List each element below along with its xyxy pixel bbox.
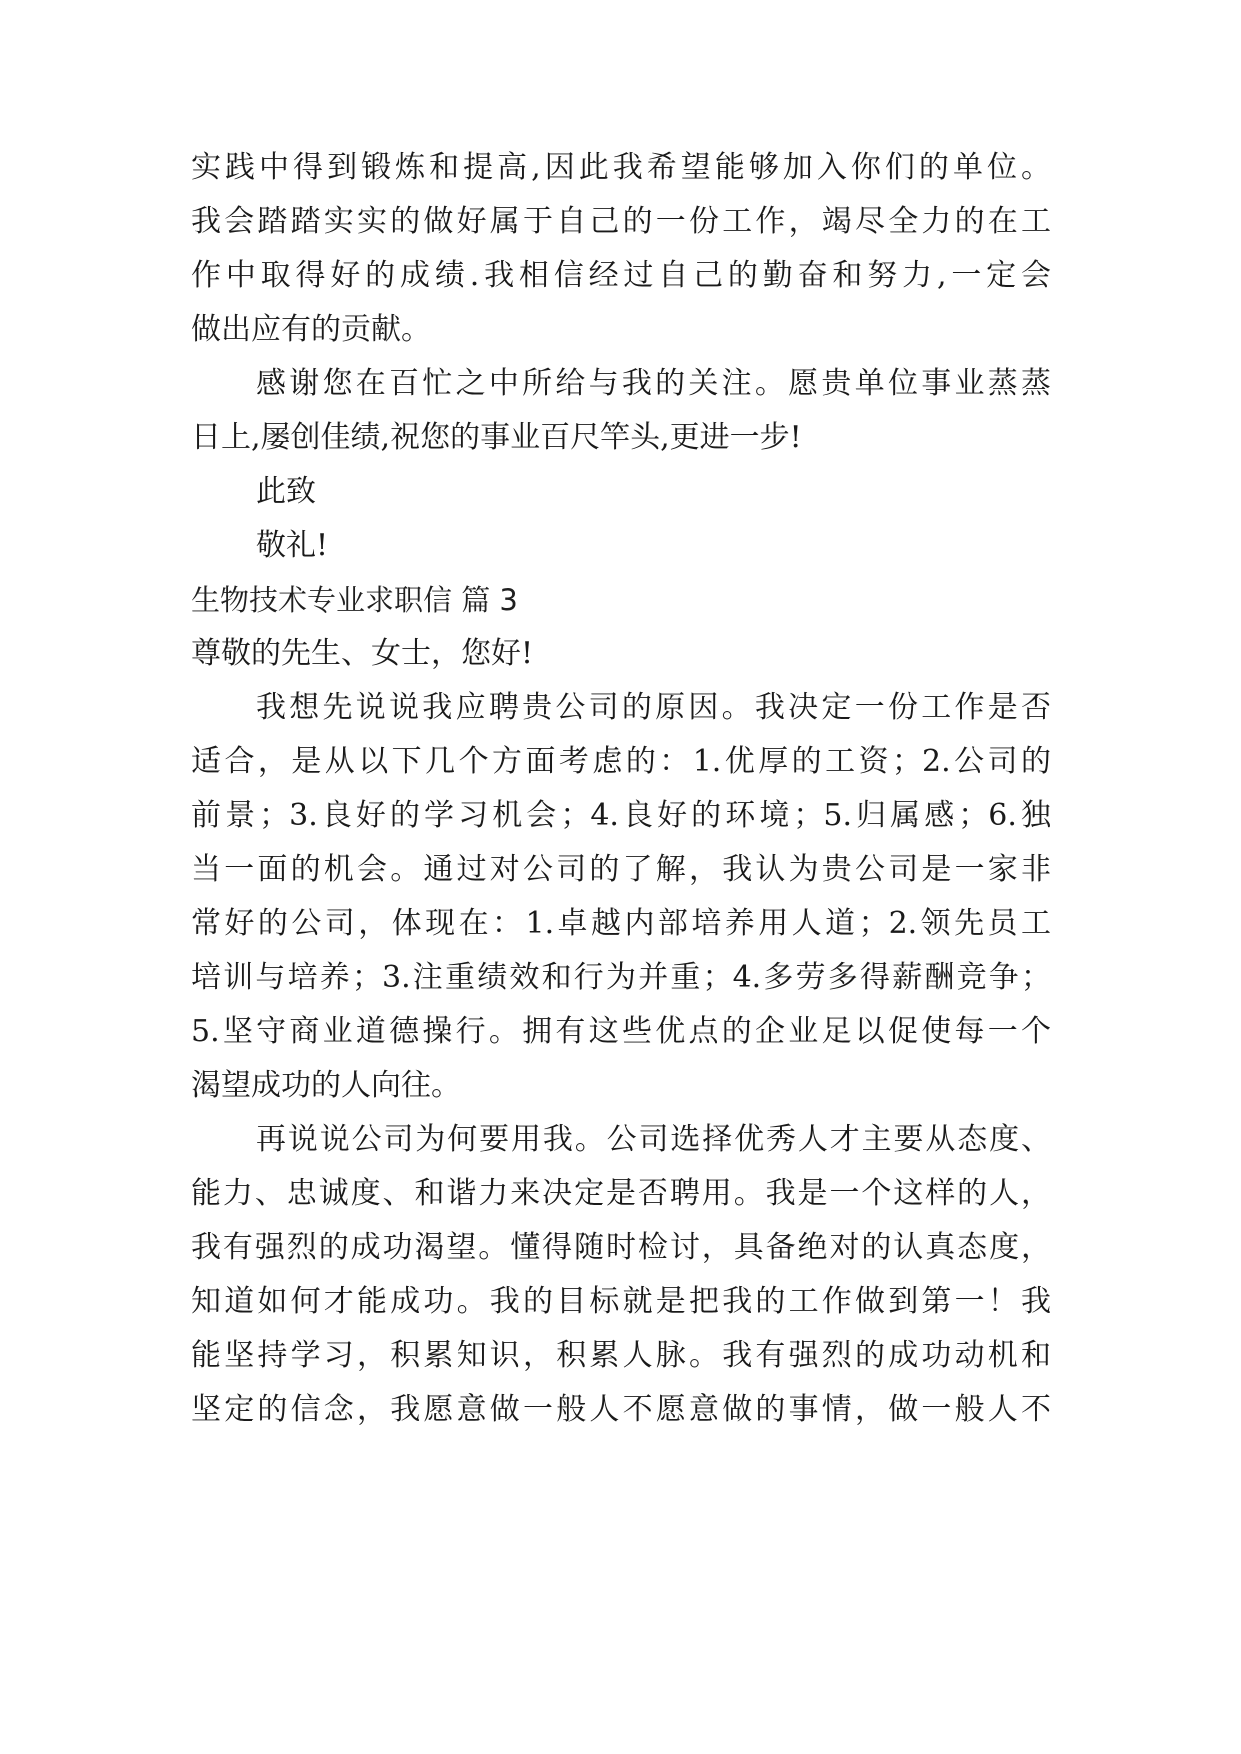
text-line: 再说说公司为何要用我。公司选择优秀人才主要从态度、: [256, 1122, 1051, 1157]
text-line: 前景；3.良好的学习机会；4.良好的环境；5.归属感；6.独: [191, 798, 1051, 833]
greeting: 尊敬的先生、女士，您好!: [191, 636, 534, 671]
text-line: 5.坚守商业道德操行。拥有这些优点的企业足以促使每一个: [191, 1014, 1051, 1049]
text-line: 我会踏踏实实的做好属于自己的一份工作，竭尽全力的在工: [191, 204, 1051, 239]
text-line: 适合，是从以下几个方面考虑的：1.优厚的工资；2.公司的: [191, 744, 1051, 779]
text-line: 日上,屡创佳绩,祝您的事业百尺竿头,更进一步!: [191, 420, 802, 455]
text-line: 知道如何才能成功。我的目标就是把我的工作做到第一！我: [191, 1284, 1051, 1319]
text-line: 当一面的机会。通过对公司的了解，我认为贵公司是一家非: [191, 852, 1051, 887]
text-line: 常好的公司，体现在：1.卓越内部培养用人道；2.领先员工: [191, 906, 1051, 941]
text-line: 实践中得到锻炼和提高,因此我希望能够加入你们的单位。: [191, 150, 1051, 185]
text-line: 渴望成功的人向往。: [191, 1068, 461, 1103]
closing-regards: 敬礼!: [256, 528, 329, 563]
text-line: 能力、忠诚度、和谐力来决定是否聘用。我是一个这样的人，: [191, 1176, 1051, 1211]
text-line: 感谢您在百忙之中所给与我的关注。愿贵单位事业蒸蒸: [256, 366, 1051, 401]
closing-salutation: 此致: [256, 474, 316, 509]
text-line: 能坚持学习，积累知识，积累人脉。我有强烈的成功动机和: [191, 1338, 1051, 1373]
text-line: 我想先说说我应聘贵公司的原因。我决定一份工作是否: [256, 690, 1051, 725]
text-line: 坚定的信念，我愿意做一般人不愿意做的事情，做一般人不: [191, 1392, 1051, 1427]
text-line: 培训与培养；3.注重绩效和行为并重；4.多劳多得薪酬竞争；: [191, 960, 1051, 995]
text-line: 我有强烈的成功渴望。懂得随时检讨，具备绝对的认真态度，: [191, 1230, 1051, 1265]
text-line: 做出应有的贡献。: [191, 312, 431, 347]
section-heading: 生物技术专业求职信 篇 3: [191, 583, 518, 617]
text-line: 作中取得好的成绩.我相信经过自己的勤奋和努力,一定会: [191, 258, 1051, 293]
